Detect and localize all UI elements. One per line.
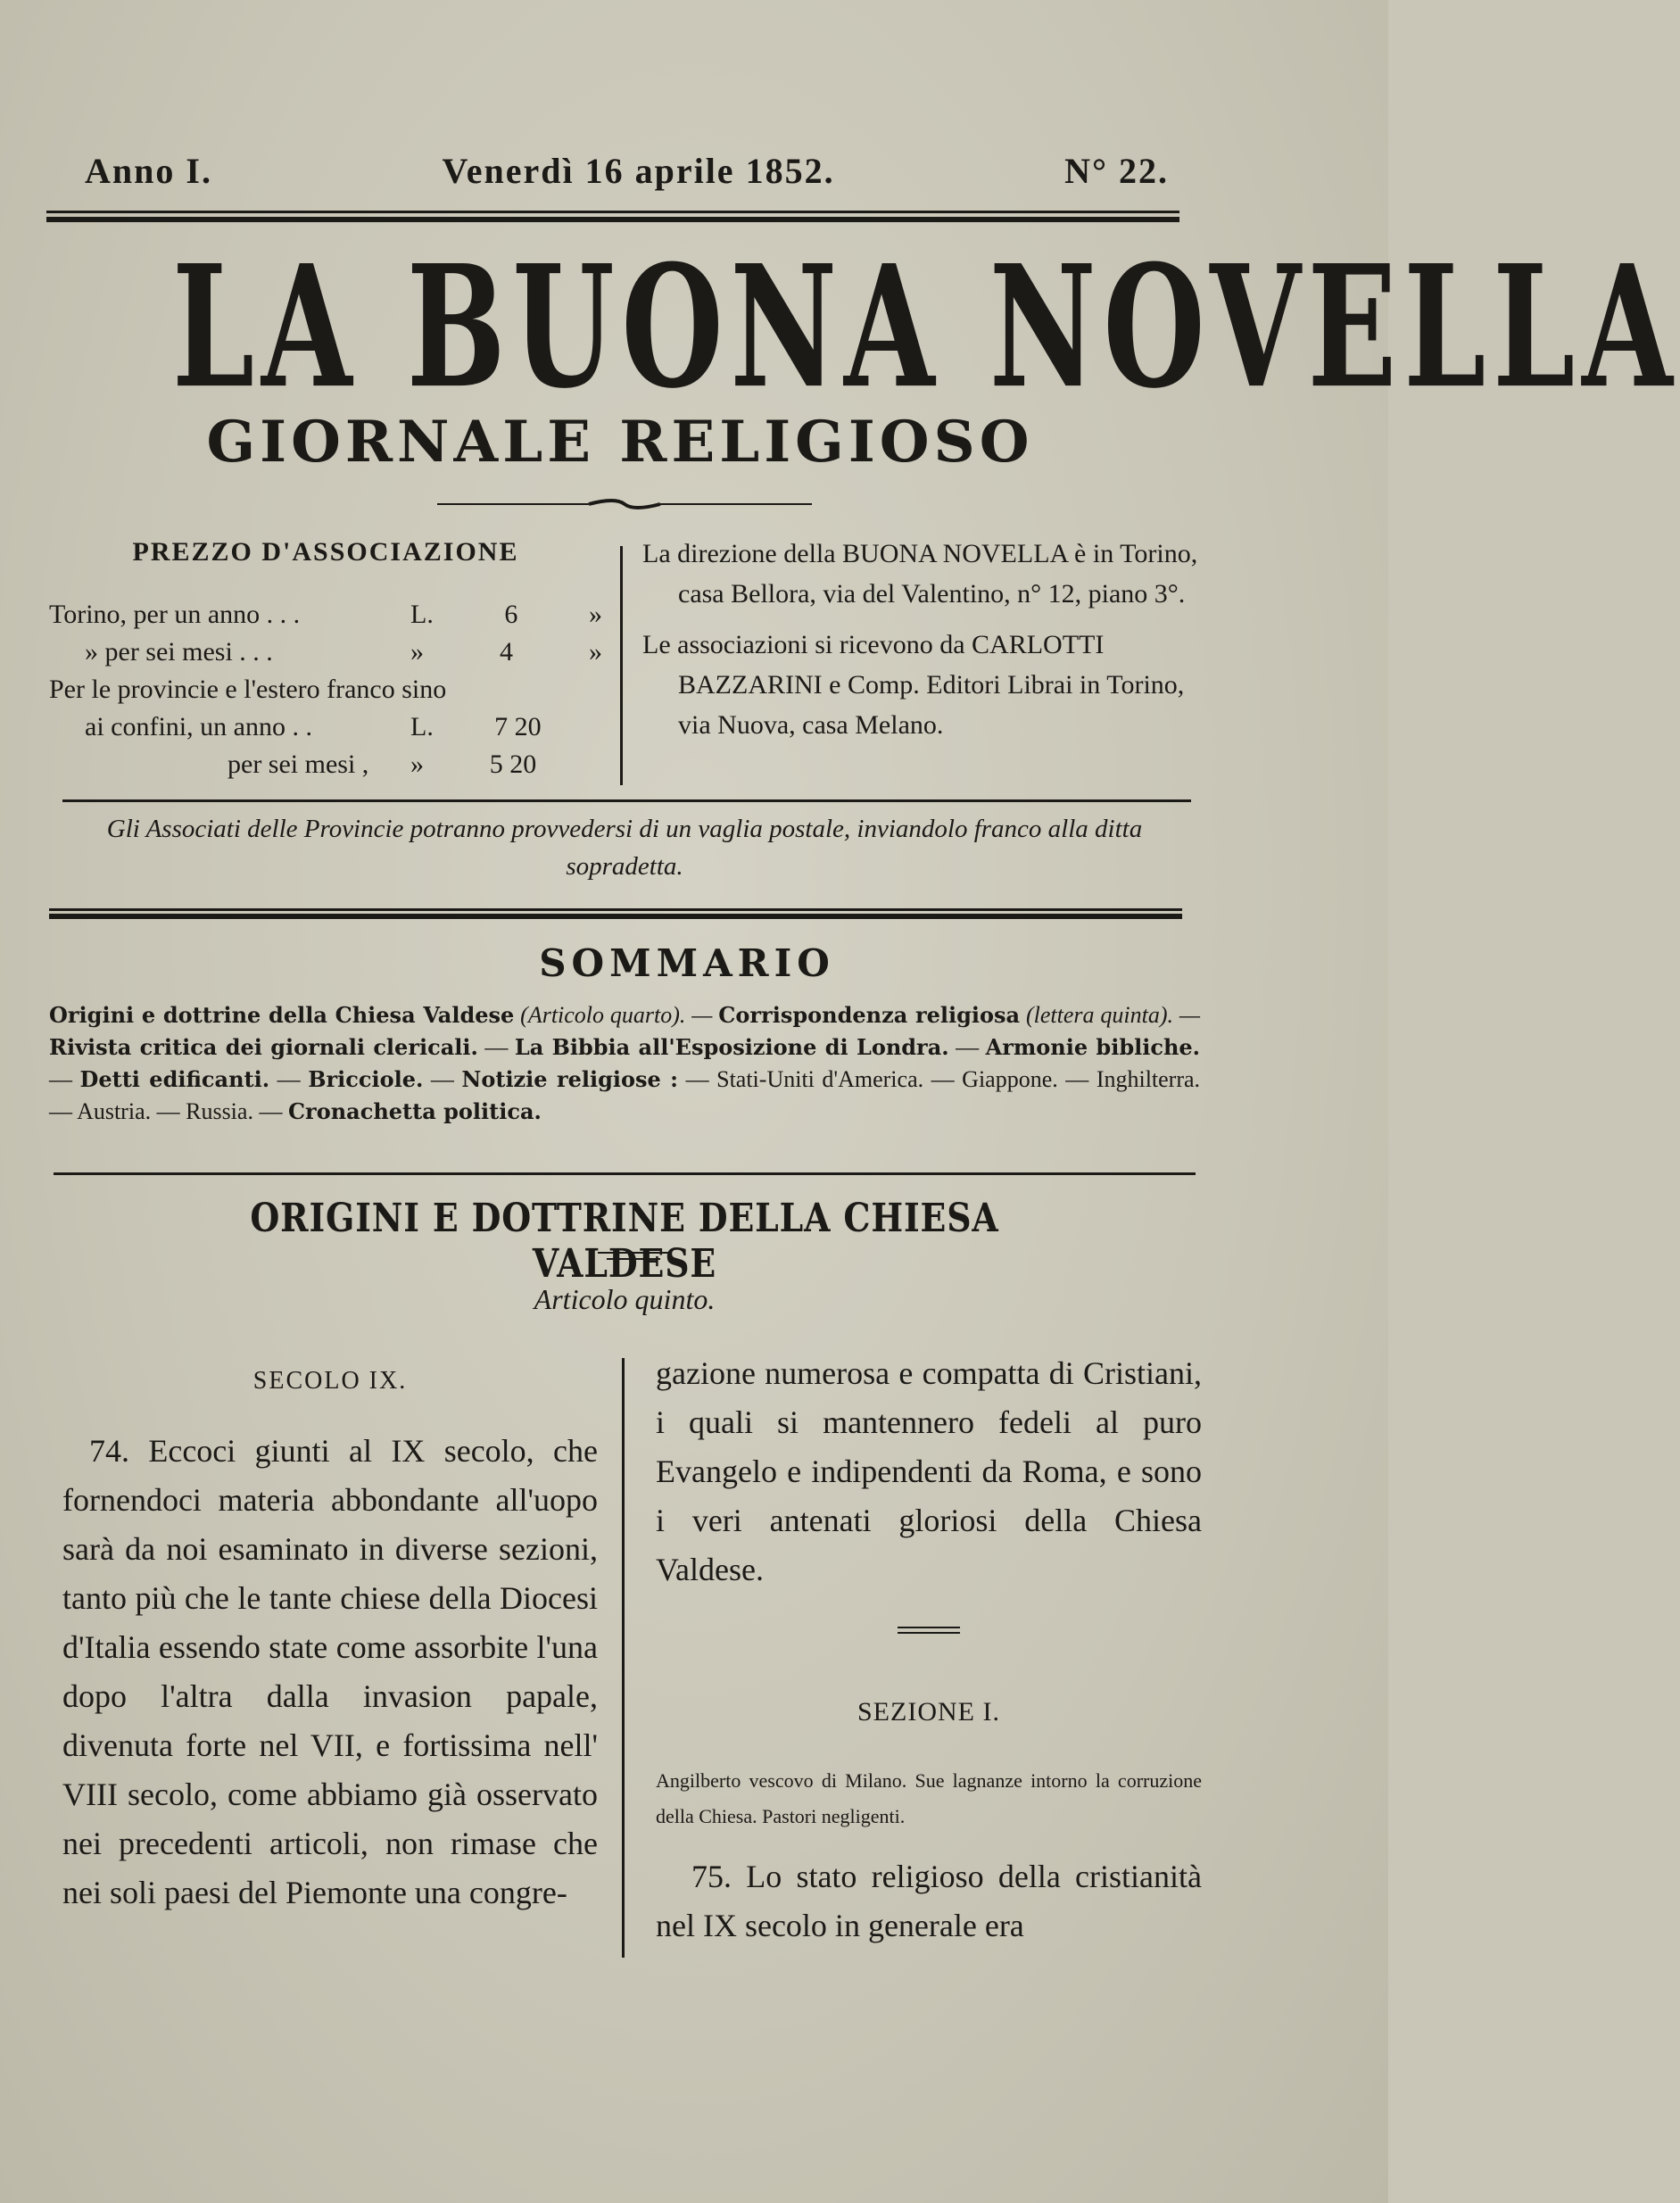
issue-year: Anno I. (85, 151, 212, 191)
section-summary: Angilberto vescovo di Milano. Sue lagnanze intorno la corruzione della Chiesa. Pastori negligenti. (656, 1769, 1202, 1827)
issue-header (85, 150, 1169, 192)
price-row: Per le provincie e l'estero franco sino (49, 675, 447, 704)
masthead-subtitle: GIORNALE RELIGIOSO (206, 409, 1034, 476)
price-row: ai confini, un anno . . L. 7 20 (85, 712, 542, 741)
prices-heading: PREZZO D'ASSOCIAZIONE (132, 537, 519, 567)
notice-rule-bottom-1 (49, 908, 1182, 911)
paragraph-75: 75. Lo stato religioso della cristianità nel IX secolo in generale era (656, 1859, 1202, 1943)
ornamental-divider (437, 495, 812, 513)
column-divider-top (620, 546, 623, 785)
article-subtitle: Articolo quinto. (534, 1283, 716, 1315)
article-title: ORIGINI E DOTTRINE DELLA CHIESA VALDESE (250, 1196, 999, 1287)
price-row: Torino, per un anno . . . L. 6 » (49, 600, 602, 629)
header-rule-top (46, 211, 1179, 213)
paragraph-74-continued: gazione numerosa e compatta di Cristiani, i quali si mantennero fedeli al puro Evangelo e indipendenti da Roma, e sono i veri antenati gloriosi della Chiesa Valdese. (656, 1355, 1202, 1587)
header-rule-bottom (46, 217, 1179, 222)
subscription-prices (49, 534, 602, 783)
direction-info (642, 534, 1204, 756)
section-heading: SEZIONE I. (857, 1697, 1000, 1727)
issue-number: N° 22. (1064, 151, 1169, 191)
sommario-title: SOMMARIO (539, 941, 835, 985)
century-heading: SECOLO IX. (252, 1367, 408, 1395)
subscriber-notice: Gli Associati delle Provincie potranno provvedersi di un vaglia postale, inviandolo franco alla ditta sopradetta. (106, 815, 1143, 881)
article-rule (54, 1172, 1196, 1175)
masthead-title: LA BUONA NOVELLA (172, 228, 1680, 426)
price-row: » per sei mesi . . . » 4 » (85, 637, 602, 667)
title-ornament (598, 1249, 669, 1263)
direction-address: La direzione della BUONA NOVELLA è in Torino, casa Bellora, via del Valentino, n° 12, piano 3°. (642, 539, 1198, 609)
notice-rule-top (62, 799, 1191, 802)
sommario-contents: Origini e dottrine della Chiesa Valdese (Articolo quarto). — Corrispondenza religiosa (lettera quinta). — Rivista critica dei giornali clericali. — La Bibbia all'Esposizione di Londra. — Armonie bibliche. — Detti edificanti. — Bricciole. — Notizie religiose : — Stati-Uniti d'America. — Giappone. — Inghilterra. — Austria. — Russia. — Cronachetta politica. (49, 1002, 1201, 1124)
notice-rule-bottom-2 (49, 914, 1182, 919)
price-row: per sei mesi , » 5 20 (228, 750, 537, 779)
direction-subscriptions: Le associazioni si ricevono da CARLOTTI BAZZARINI e Comp. Editori Librai in Torino, via Nuova, casa Melano. (642, 630, 1185, 740)
paragraph-74: 74. Eccoci giunti al IX secolo, che fornendoci materia abbondante all'uopo sarà da noi esaminato in diverse sezioni, tanto più che le tante chiese della Diocesi d'Italia essendo state come assorbite l'una dopo l'altra dalla invasion papale, divenuta forte nel VII, e fortissima nell' VIII secolo, come abbiamo già osservato nei precedenti articoli, non rimase che nei soli paesi del Piemonte una congre- (62, 1433, 598, 1910)
issue-date: Venerdì 16 aprile 1852. (442, 151, 835, 191)
column-divider-article (622, 1358, 625, 1958)
article-column-left (62, 1356, 598, 1917)
article-column-right (656, 1349, 1202, 1950)
section-ornament (898, 1627, 960, 1634)
